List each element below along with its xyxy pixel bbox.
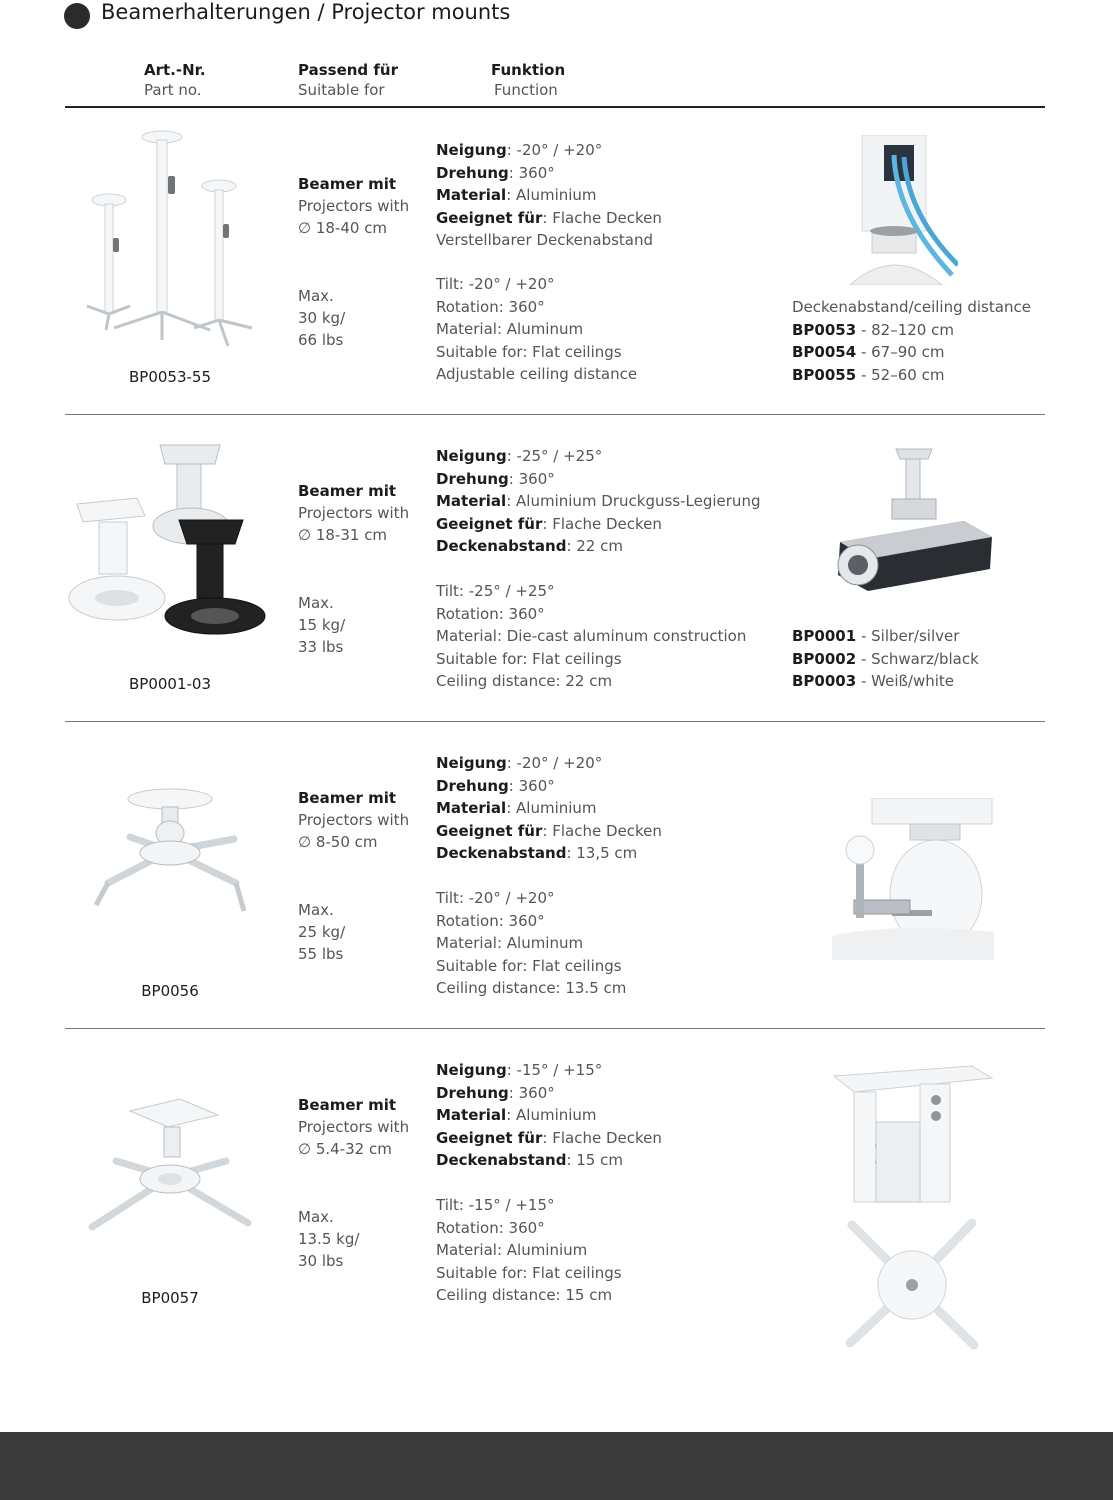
diameter-range: ∅ 18-40 cm xyxy=(298,219,388,237)
function-value: : 22 cm xyxy=(566,537,623,555)
function-line-en: Tilt: -20° / +20° xyxy=(436,275,555,293)
variant-value: - 52–60 cm xyxy=(856,365,945,384)
suitable-for xyxy=(298,787,428,853)
function-value: : Flache Decken xyxy=(542,1128,662,1147)
function-line xyxy=(436,775,786,798)
article-number: BP0057 xyxy=(141,1289,199,1307)
function-value: : Flache Decken xyxy=(542,821,662,840)
function-line-en: Tilt: -20° / +20° xyxy=(436,889,555,907)
product-image-bp0001-03 xyxy=(65,440,270,640)
function-line xyxy=(436,184,786,207)
suitable-de: Beamer mit xyxy=(298,175,397,193)
function-line xyxy=(436,1149,786,1172)
function-key: Material xyxy=(436,492,507,510)
function-line xyxy=(436,1104,786,1127)
function-line-en: Tilt: -25° / +25° xyxy=(436,582,555,600)
variant-code: BP0055 xyxy=(792,365,857,384)
variant-code: BP0003 xyxy=(792,672,857,690)
function-value: Verstellbarer Deckenabstand xyxy=(436,231,654,249)
suitable-for xyxy=(298,1094,428,1160)
function-key: Neigung xyxy=(436,141,507,159)
variant-line xyxy=(792,625,1062,648)
suitable-en: Projectors with xyxy=(298,504,410,522)
function-key: Material xyxy=(436,799,507,817)
column-header-de: Passend für xyxy=(298,61,398,79)
column-header-de: Funktion xyxy=(491,61,566,79)
article-number: BP0053-55 xyxy=(128,368,211,386)
title-bullet xyxy=(64,3,90,29)
variant-value: - 82–120 cm xyxy=(856,320,954,339)
variant-line xyxy=(792,648,1062,671)
max-lbs: 30 lbs xyxy=(298,1252,344,1270)
function-value: : 360° xyxy=(508,1083,555,1102)
product-row-bp0057 xyxy=(0,1029,1113,1335)
function-value: : -20° / +20° xyxy=(506,754,603,772)
function-value: : Aluminium Druckguss-Legierung xyxy=(506,492,761,510)
column-header-art-no xyxy=(144,60,206,100)
function-value: : 360° xyxy=(508,776,555,795)
article-number: BP0056 xyxy=(141,982,199,1000)
function-en xyxy=(436,273,786,386)
max-kg: 15 kg/ xyxy=(298,616,346,634)
function-value: : Aluminium xyxy=(506,186,597,204)
suitable-en: Projectors with xyxy=(298,1118,410,1136)
function-line xyxy=(436,207,786,230)
product-image-bp0053-55 xyxy=(82,128,272,358)
function-line-en: Rotation: 360° xyxy=(436,911,545,930)
max-kg: 25 kg/ xyxy=(298,923,346,941)
function-line-en: Rotation: 360° xyxy=(436,604,545,623)
function-value: : 13,5 cm xyxy=(566,844,638,862)
max-lbs: 33 lbs xyxy=(298,638,344,656)
product-row-bp0001-03 xyxy=(0,415,1113,721)
max-lbs: 66 lbs xyxy=(298,331,344,349)
variant-line xyxy=(792,364,1062,387)
function-line-en: Tilt: -15° / +15° xyxy=(436,1196,555,1214)
max-kg: 30 kg/ xyxy=(298,309,346,327)
variant-code: BP0054 xyxy=(792,343,857,361)
max-load xyxy=(298,285,428,351)
suitable-en: Projectors with xyxy=(298,811,410,829)
function-line xyxy=(436,445,786,468)
function-de xyxy=(436,445,786,558)
function-line xyxy=(436,820,786,843)
variant-value: Deckenabstand/ceiling distance xyxy=(792,298,1031,316)
function-de xyxy=(436,752,786,865)
function-line-en: Suitable for: Flat ceilings xyxy=(436,342,622,361)
function-key: Deckenabstand xyxy=(436,537,567,555)
variant-code: BP0053 xyxy=(792,320,857,339)
product-image-bp0057 xyxy=(80,1097,258,1247)
function-line-en: Material: Die-cast aluminum construction xyxy=(436,627,747,645)
diameter-range: ∅ 8-50 cm xyxy=(298,833,378,851)
max-label: Max. xyxy=(298,594,334,612)
function-line-en: Material: Aluminium xyxy=(436,1241,588,1259)
function-line xyxy=(436,139,786,162)
function-de xyxy=(436,1059,786,1172)
function-key: Drehung xyxy=(436,163,509,182)
product-image-bp0056 xyxy=(90,787,250,917)
function-value: : 360° xyxy=(508,163,555,182)
variant-notes xyxy=(792,625,1062,693)
function-line xyxy=(436,490,786,513)
column-header-de: Art.-Nr. xyxy=(144,61,206,79)
variant-value: - Silber/silver xyxy=(856,627,960,645)
function-key: Neigung xyxy=(436,447,507,465)
function-line xyxy=(436,1082,786,1105)
function-line xyxy=(436,535,786,558)
column-header-function xyxy=(491,60,565,100)
suitable-de: Beamer mit xyxy=(298,482,397,500)
function-value: : Aluminium xyxy=(506,1106,597,1124)
max-load xyxy=(298,592,428,658)
function-line xyxy=(436,842,786,865)
function-de xyxy=(436,139,786,252)
column-header-en: Suitable for xyxy=(298,81,385,99)
function-value: : -20° / +20° xyxy=(506,141,603,159)
function-line xyxy=(436,468,786,491)
detail-image-bp0001-03 xyxy=(832,447,997,592)
suitable-for xyxy=(298,173,428,239)
max-label: Max. xyxy=(298,287,334,305)
column-header-suitable xyxy=(298,60,398,100)
footer-bar xyxy=(0,1432,1113,1500)
column-header-en: Function xyxy=(494,81,558,99)
detail-image-bp0057-arms xyxy=(842,1215,982,1353)
function-key: Drehung xyxy=(436,469,509,488)
article-number: BP0001-03 xyxy=(128,675,211,693)
function-line-en: Ceiling distance: 15 cm xyxy=(436,1286,613,1304)
function-en xyxy=(436,580,786,693)
function-line-en: Suitable for: Flat ceilings xyxy=(436,956,622,975)
suitable-de: Beamer mit xyxy=(298,789,397,807)
function-value: : 360° xyxy=(508,469,555,488)
page-title: Beamerhalterungen / Projector mounts xyxy=(101,0,511,24)
variant-line xyxy=(792,341,1062,364)
function-key: Deckenabstand xyxy=(436,1151,567,1169)
diameter-range: ∅ 5.4-32 cm xyxy=(298,1140,392,1158)
function-line xyxy=(436,229,786,252)
function-key: Neigung xyxy=(436,1061,507,1079)
function-value: : 15 cm xyxy=(566,1151,623,1169)
function-key: Geeignet für xyxy=(436,208,543,227)
max-label: Max. xyxy=(298,901,334,919)
variant-line xyxy=(792,670,1062,693)
variant-code: BP0001 xyxy=(792,627,857,645)
variant-line xyxy=(792,296,1062,319)
function-key: Geeignet für xyxy=(436,821,543,840)
function-value: : Flache Decken xyxy=(542,514,662,533)
variant-code: BP0002 xyxy=(792,649,857,668)
function-en xyxy=(436,1194,786,1307)
function-line-en: Rotation: 360° xyxy=(436,1218,545,1237)
detail-image-bp0056 xyxy=(832,798,994,960)
detail-image-bp0053-55 xyxy=(832,135,958,285)
function-key: Geeignet für xyxy=(436,514,543,533)
function-line-en: Suitable for: Flat ceilings xyxy=(436,649,622,668)
function-line-en: Rotation: 360° xyxy=(436,297,545,316)
variant-notes xyxy=(792,296,1062,386)
function-key: Drehung xyxy=(436,1083,509,1102)
function-line xyxy=(436,513,786,536)
max-load xyxy=(298,1206,428,1272)
function-en xyxy=(436,887,786,1000)
function-line xyxy=(436,752,786,775)
function-line-en: Suitable for: Flat ceilings xyxy=(436,1263,622,1282)
diameter-range: ∅ 18-31 cm xyxy=(298,526,388,544)
product-row-bp0053-55 xyxy=(0,108,1113,414)
function-key: Material xyxy=(436,1106,507,1124)
function-key: Deckenabstand xyxy=(436,844,567,862)
function-key: Drehung xyxy=(436,776,509,795)
variant-value: - Schwarz/black xyxy=(856,649,979,668)
function-key: Material xyxy=(436,186,507,204)
max-load xyxy=(298,899,428,965)
function-value: : Flache Decken xyxy=(542,208,662,227)
function-value: : -15° / +15° xyxy=(506,1061,603,1079)
function-line-en: Material: Aluminum xyxy=(436,320,584,338)
suitable-for xyxy=(298,480,428,546)
variant-line xyxy=(792,319,1062,342)
function-value: : Aluminium xyxy=(506,799,597,817)
column-header-en: Part no. xyxy=(144,81,202,99)
max-lbs: 55 lbs xyxy=(298,945,344,963)
function-line-en: Ceiling distance: 13.5 cm xyxy=(436,979,627,997)
product-row-bp0056 xyxy=(0,722,1113,1028)
suitable-en: Projectors with xyxy=(298,197,410,215)
max-kg: 13.5 kg/ xyxy=(298,1230,360,1248)
function-line-en: Material: Aluminum xyxy=(436,934,584,952)
function-key: Neigung xyxy=(436,754,507,772)
function-line-en: Adjustable ceiling distance xyxy=(436,365,638,383)
detail-image-bp0057-bracket xyxy=(832,1064,994,1209)
suitable-de: Beamer mit xyxy=(298,1096,397,1114)
max-label: Max. xyxy=(298,1208,334,1226)
variant-value: - 67–90 cm xyxy=(856,343,945,361)
function-line xyxy=(436,1059,786,1082)
function-line xyxy=(436,797,786,820)
function-key: Geeignet für xyxy=(436,1128,543,1147)
function-line-en: Ceiling distance: 22 cm xyxy=(436,672,613,690)
function-value: : -25° / +25° xyxy=(506,447,603,465)
variant-value: - Weiß/white xyxy=(856,672,955,690)
function-line xyxy=(436,162,786,185)
function-line xyxy=(436,1127,786,1150)
